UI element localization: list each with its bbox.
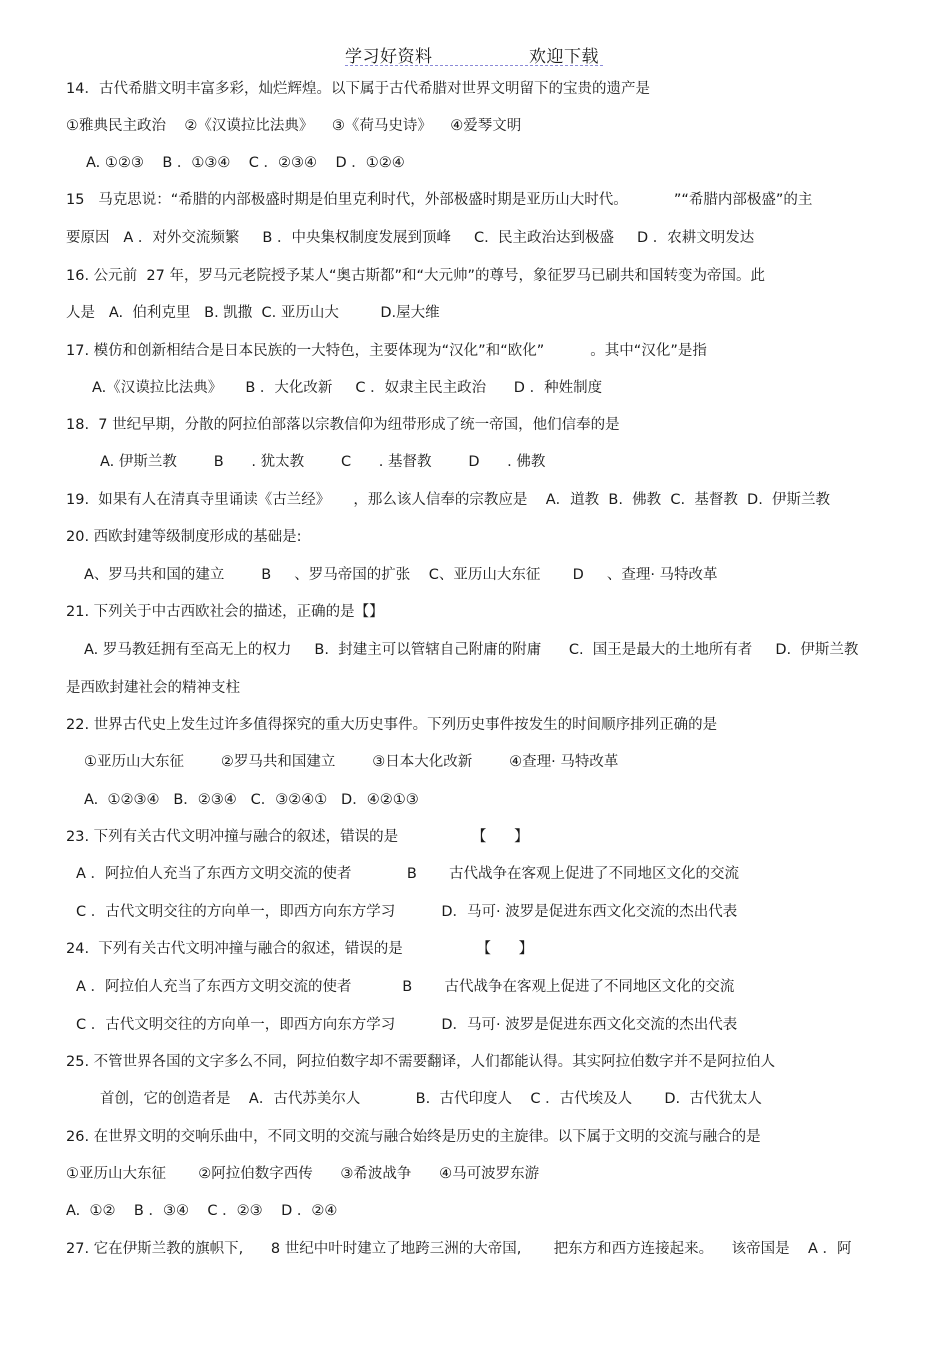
q22-options: A. ①②③④ B．②③④ C．③②④① D．④②①③ (84, 792, 419, 808)
q21-stem: 21. 下列关于中古西欧社会的描述，正确的是【】 (66, 604, 384, 620)
q17-options: A.《汉谟拉比法典》 B ．大化改新 C ．奴隶主民主政治 D ．种姓制度 (92, 380, 603, 396)
q19-stem: 19. 如果有人在清真寺里诵读《古兰经》 ，那么该人信奉的宗教应是 A．道教 B. 佛教 C. 基督教 D. 伊斯兰教 (66, 492, 831, 508)
q14-options: A. ①②③ B ．①③④ C ．②③④ D ．①②④ (86, 155, 405, 171)
q15-stem: 15 马克思说：“希腊的内部极盛时期是伯里克利时代，外部极盛时期是亚历山大时代。 ”“希腊内部极盛”的主 (66, 192, 813, 208)
q14-items: ①雅典民主政治 ②《汉谟拉比法典》 ③《荷马史诗》 ④爱琴文明 (66, 118, 522, 134)
q23-options-ab: A ．阿拉伯人充当了东西方文明交流的使者 B 古代战争在客观上促进了不同地区文化的交流 (76, 866, 740, 882)
q21-options: A. 罗马教廷拥有至高无上的权力 B. 封建主可以管辖自己附庸的附庸 C. 国王是最大的土地所有者 D. 伊斯兰教 (84, 642, 859, 658)
q14-stem: 14．古代希腊文明丰富多彩，灿烂辉煌。以下属于古代希腊对世界文明留下的宝贵的遗产是 (66, 81, 650, 97)
q26-items: ①亚历山大东征 ②阿拉伯数字西传 ③希波战争 ④马可波罗东游 (66, 1166, 540, 1182)
q27-stem: 27. 它在伊斯兰教的旗帜下, 8 世纪中叶时建立了地跨三洲的大帝国, 把东方和西方连接起来。 该帝国是 A ．阿 (66, 1241, 852, 1257)
q18-stem: 18. 7 世纪早期，分散的阿拉伯部落以宗教信仰为纽带形成了统一帝国，他们信奉的是 (66, 417, 620, 433)
q22-items: ①亚历山大东征 ②罗马共和国建立 ③日本大化改新 ④查理· 马特改革 (84, 754, 619, 770)
header-left-text: 学习好资料 (345, 47, 433, 67)
q26-stem: 26. 在世界文明的交响乐曲中，不同文明的交流与融合始终是历史的主旋律。以下属于文明的交流与融合的是 (66, 1129, 761, 1145)
header-right-text: 欢迎下载 (529, 47, 599, 67)
q16-options: 人是 A. 伯利克里 B. 凯撒 C. 亚历山大 D.屋大维 (66, 305, 440, 321)
q16-stem: 16. 公元前 27 年，罗马元老院授予某人“奥古斯都”和“大元帅”的尊号，象征罗马已刷共和国转变为帝国。此 (66, 268, 765, 284)
q21-options-cont: 是西欧封建社会的精神支柱 (66, 680, 240, 696)
q17-stem: 17. 模仿和创新相结合是日本民族的一大特色，主要体现为“汉化”和“欧化” 。其中“汉化”是指 (66, 343, 707, 359)
q24-options-cd: C ．古代文明交往的方向单一，即西方向东方学习 D．马可· 波罗是促进东西文化交流的杰出代表 (76, 1017, 738, 1033)
q23-options-cd: C ．古代文明交往的方向单一，即西方向东方学习 D．马可· 波罗是促进东西文化交流的杰出代表 (76, 904, 738, 920)
q22-stem: 22. 世界古代史上发生过许多值得探究的重大历史事件。下列历史事件按发生的时间顺序排列正确的是 (66, 717, 718, 733)
q20-options: A、罗马共和国的建立 B 、罗马帝国的扩张 C、亚历山大东征 D 、查理· 马特改革 (84, 567, 718, 583)
q15-options: 要原因 A ．对外交流频繁 B ．中央集权制度发展到顶峰 C. 民主政治达到极盛 D ．农耕文明发达 (66, 230, 755, 246)
page-header (0, 40, 950, 70)
q24-options-ab: A ．阿拉伯人充当了东西方文明交流的使者 B 古代战争在客观上促进了不同地区文化的交流 (76, 979, 735, 995)
q25-stem: 25. 不管世界各国的文字多么不同，阿拉伯数字却不需要翻译，人们都能认得。其实阿拉伯数字并不是阿拉伯人 (66, 1054, 776, 1070)
q24-stem: 24. 下列有关古代文明冲撞与融合的叙述，错误的是 【 】 (66, 941, 534, 957)
q20-stem: 20. 西欧封建等级制度形成的基础是: (66, 529, 302, 545)
q25-options: 首创，它的创造者是 A．古代苏美尔人 B. 古代印度人 C ．古代埃及人 D. 古代犹太人 (100, 1091, 762, 1107)
q23-stem: 23. 下列有关古代文明冲撞与融合的叙述，错误的是 【 】 (66, 829, 529, 845)
q18-options: A. 伊斯兰教 B . 犹太教 C . 基督教 D . 佛教 (100, 454, 546, 470)
q26-options: A. ①② B ．③④ C ．②③ D ．②④ (66, 1203, 338, 1219)
header-dashed-rule (345, 65, 603, 66)
